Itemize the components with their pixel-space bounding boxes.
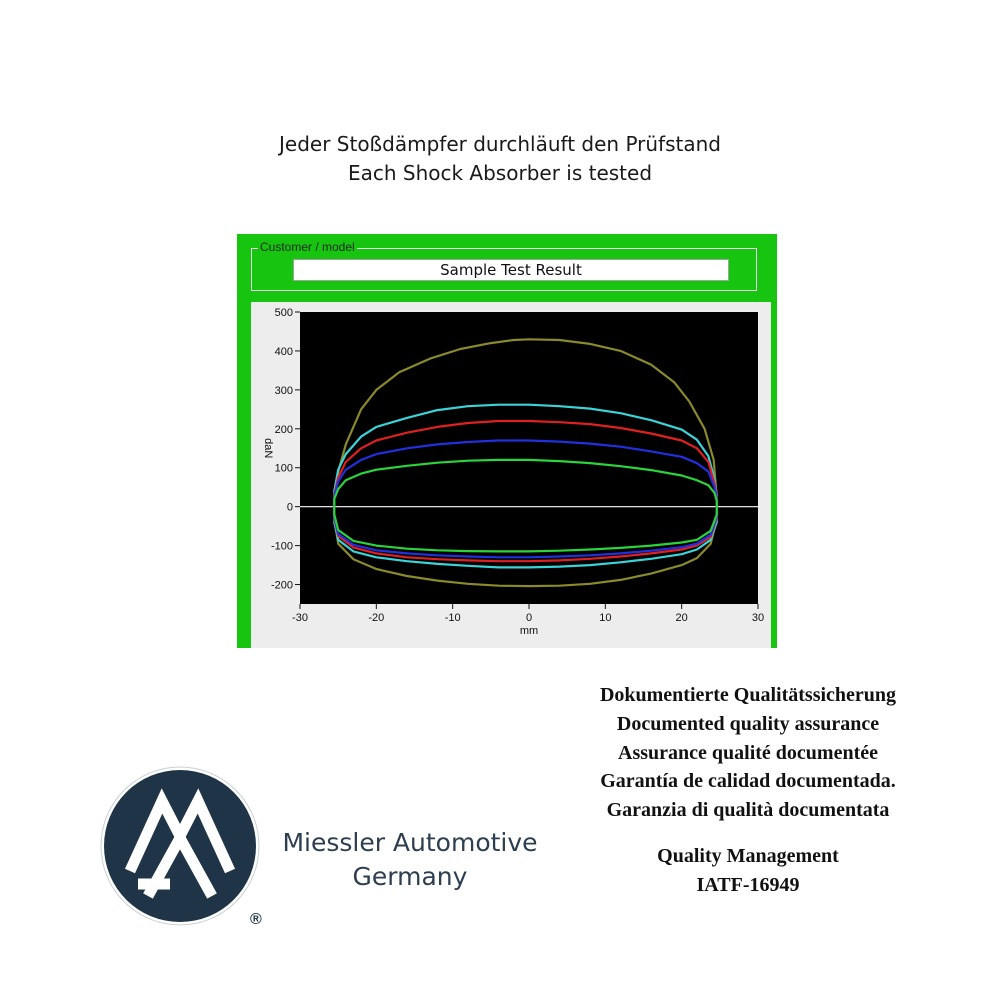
test-result-panel bbox=[237, 234, 777, 648]
y-axis-title: daN bbox=[262, 438, 274, 459]
x-tick-label: 30 bbox=[751, 612, 765, 624]
qa-line-en: Documented quality assurance bbox=[616, 713, 880, 735]
qa-line-de: Dokumentierte Qualitätssicherung bbox=[599, 684, 897, 706]
model-value-field: Sample Test Result bbox=[293, 259, 729, 281]
company-name: Miessler Automotive bbox=[282, 828, 538, 857]
x-tick-label: -30 bbox=[292, 612, 308, 624]
x-tick-label: 0 bbox=[525, 612, 533, 624]
y-tick-label: 0 bbox=[286, 501, 293, 514]
x-tick-label: -10 bbox=[444, 612, 461, 624]
y-tick-label: 300 bbox=[274, 384, 293, 397]
miessler-logo-icon bbox=[100, 766, 265, 931]
company-logo bbox=[100, 766, 265, 931]
header-title-german: Jeder Stoßdämpfer durchläuft den Prüfstand bbox=[279, 132, 721, 156]
qa-line-it: Garanzia di qualità documentata bbox=[606, 799, 890, 821]
registered-mark: ® bbox=[250, 911, 262, 928]
x-tick-label: 20 bbox=[675, 612, 688, 624]
y-tick-label: 200 bbox=[274, 423, 293, 436]
qa-line-es: Garantía de calidad documentada. bbox=[600, 770, 896, 792]
qa-line-fr: Assurance qualité documentée bbox=[618, 742, 878, 764]
plot-area bbox=[251, 302, 771, 648]
iatf-standard: IATF-16949 bbox=[696, 874, 800, 896]
company-country: Germany bbox=[352, 862, 468, 891]
y-tick-label: -100 bbox=[270, 540, 293, 553]
customer-model-group bbox=[251, 240, 757, 291]
customer-model-label: Customer / model bbox=[260, 240, 355, 254]
x-tick-label: 10 bbox=[599, 612, 612, 624]
y-tick-label: -200 bbox=[270, 579, 293, 592]
x-tick-label: -20 bbox=[368, 612, 385, 624]
quality-management-label: Quality Management bbox=[657, 845, 839, 867]
force-displacement-chart bbox=[251, 302, 771, 648]
y-tick-label: 100 bbox=[274, 462, 293, 475]
y-tick-label: 400 bbox=[274, 345, 293, 358]
header-title-english: Each Shock Absorber is tested bbox=[347, 161, 653, 185]
y-tick-label: 500 bbox=[274, 307, 293, 319]
x-axis-title: mm bbox=[519, 625, 539, 637]
